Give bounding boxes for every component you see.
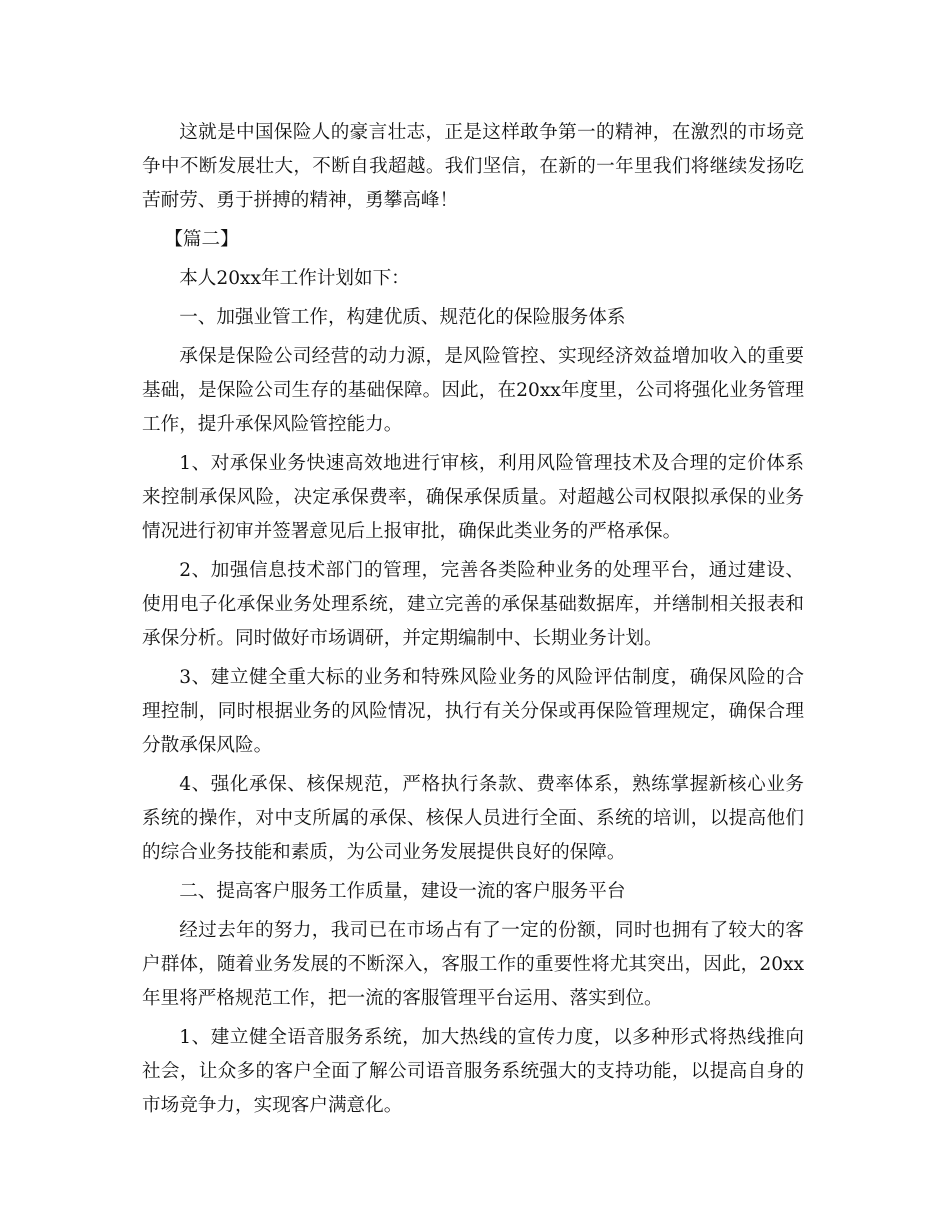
paragraph-closing-remarks: 这就是中国保险人的豪言壮志，正是这样敢争第一的精神，在激烈的市场竞争中不断发展壮大，不断自我超越。我们坚信，在新的一年里我们将继续发扬吃苦耐劳、勇于拼搏的精神，勇攀高峰！	[142, 122, 804, 211]
paragraph-plan-intro: 本人20xx年工作计划如下：	[179, 268, 410, 289]
heading-section-one: 一、加强业管工作，构建优质、规范化的保险服务体系	[179, 307, 626, 328]
list-item-1-review: 1、对承保业务快速高效地进行审核，利用风险管理技术及合理的定价体系来控制承保风险，决定承保费率，确保承保质量。对超越公司权限拟承保的业务情况进行初审并签署意见后上报审批，确保此类业务的严格承保。	[142, 453, 804, 542]
list-item-1-voice-service: 1、建立健全语音服务系统，加大热线的宣传力度，以多种形式将热线推向社会，让众多的客户全面了解公司语音服务系统强大的支持功能，以提高自身的市场竞争力，实现客户满意化。	[142, 1027, 804, 1116]
list-item-4-standards: 4、强化承保、核保规范，严格执行条款、费率体系，熟练掌握新核心业务系统的操作，对中支所属的承保、核保人员进行全面、系统的培训，以提高他们的综合业务技能和素质，为公司业务发展提供良好的保障。	[142, 774, 804, 863]
section-title-part-two: 【篇二】	[164, 229, 239, 250]
list-item-2-it-management: 2、加强信息技术部门的管理，完善各类险种业务的处理平台，通过建设、使用电子化承保业务处理系统，建立完善的承保基础数据库，并缮制相关报表和承保分析。同时做好市场调研，并定期编制中、长期业务计划。	[142, 560, 804, 649]
document-body	[142, 116, 804, 1128]
list-item-3-risk-assessment: 3、建立健全重大标的业务和特殊风险业务的风险评估制度，确保风险的合理控制，同时根据业务的风险情况，执行有关分保或再保险管理规定，确保合理分散承保风险。	[142, 667, 804, 756]
heading-section-two: 二、提高客户服务工作质量，建设一流的客户服务平台	[179, 881, 626, 902]
paragraph-underwriting-overview: 承保是保险公司经营的动力源，是风险管控、实现经济效益增加收入的重要基础，是保险公司生存的基础保障。因此，在20xx年度里，公司将强化业务管理工作，提升承保风险管控能力。	[142, 346, 804, 435]
paragraph-customer-service-overview: 经过去年的努力，我司已在市场占有了一定的份额，同时也拥有了较大的客户群体，随着业务发展的不断深入，客服工作的重要性将尤其突出，因此，20xx年里将严格规范工作，把一流的客服管理平台运用、落实到位。	[142, 920, 804, 1009]
